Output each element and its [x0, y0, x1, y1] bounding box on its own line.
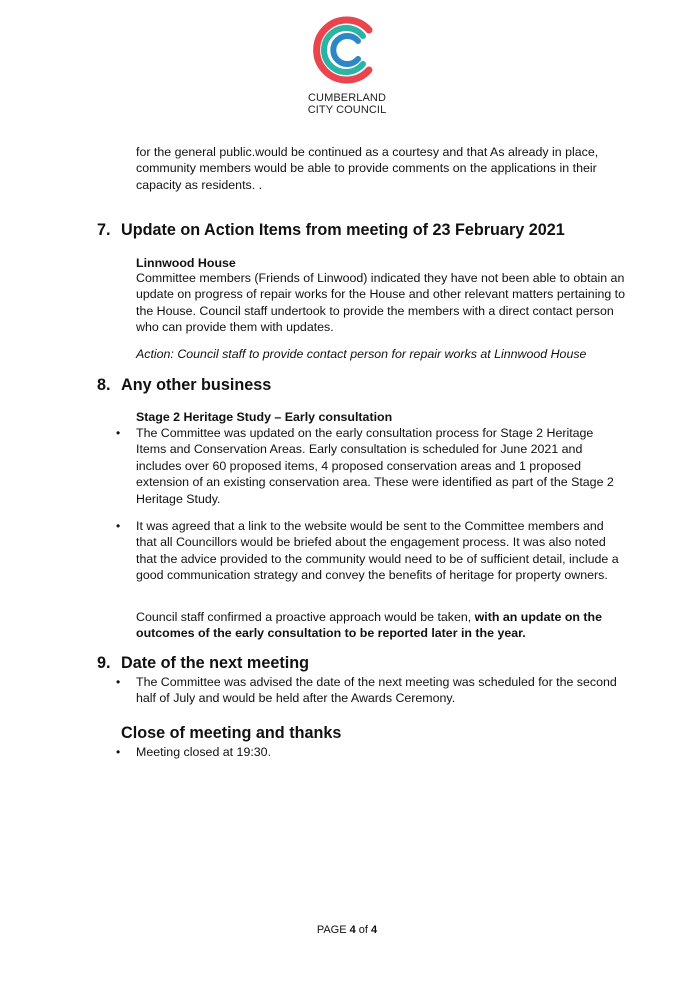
page-of: of [355, 924, 372, 936]
section-7-subheading: Linnwood House [136, 256, 236, 270]
section-8-heading [97, 375, 271, 395]
section-7-heading [97, 220, 565, 240]
intro-paragraph: for the general public.would be continued as a courtesy and that As already in place, community members would be able to provide comments on the applications in their capacity as residents. . [136, 145, 599, 192]
bullet-icon: • [116, 519, 121, 533]
section-9-title: Date of the next meeting [121, 654, 309, 672]
section-9-heading [97, 653, 309, 673]
logo-text [302, 92, 392, 116]
section-7-title: Update on Action Items from meeting of 23 February 2021 [121, 221, 565, 239]
followup-plain-text: Council staff confirmed a proactive approach would be taken, [136, 610, 475, 624]
section-8-followup [136, 609, 626, 642]
page-current: 4 [349, 924, 356, 936]
section-8-number: 8. [97, 376, 111, 394]
section-8-bullet-1: The Committee was updated on the early consultation process for Stage 2 Heritage Items and Conservation Areas. Early consultation is scheduled for June 2021 and includes over 60 proposed items, 4 proposed conservation areas and 1 proposed extension of an existing conservation area. These were identified as part of the Stage 2 Heritage Study. [136, 426, 614, 506]
page-label: PAGE [316, 924, 350, 936]
section-8-title: Any other business [121, 376, 272, 394]
followup-bold-text: with an update on the outcomes of the early consultation to be reported later in the year. [136, 610, 602, 641]
section-8-subheading: Stage 2 Heritage Study – Early consultation [136, 410, 393, 424]
bullet-icon: • [116, 675, 121, 689]
bullet-icon: • [116, 426, 121, 440]
logo-line-1: CUMBERLAND [307, 92, 386, 104]
section-9-number: 9. [97, 654, 111, 672]
council-logo [302, 14, 392, 126]
section-7-action: Action: Council staff to provide contact person for repair works at Linnwood House [136, 347, 587, 361]
cumberland-c-logo-icon [311, 14, 383, 86]
section-7-body: Committee members (Friends of Linwood) indicated they have not been able to obtain an update on progress of repair works for the House and other relevant matters pertaining to the House. Council staff undertook to provide the members with a direct contact person who can provide them with updates. [136, 271, 626, 335]
section-9-bullet-1: The Committee was advised the date of the next meeting was scheduled for the second half of July and would be held after the Awards Ceremony. [136, 675, 617, 706]
section-8-bullet-2: It was agreed that a link to the website would be sent to the Committee members and that all Councillors would be briefed about the engagement process. It was also noted that the advice provided to the community would need to be of sufficient detail, include a good communication strategy and convey the benefits of heritage for property owners. [136, 519, 619, 583]
page-footer [0, 924, 694, 936]
section-7-number: 7. [97, 221, 111, 239]
page-total: 4 [371, 924, 378, 936]
bullet-icon: • [116, 745, 121, 759]
close-bullet-1: Meeting closed at 19:30. [136, 745, 272, 759]
close-heading: Close of meeting and thanks [121, 724, 342, 742]
logo-line-2: CITY COUNCIL [307, 104, 387, 116]
